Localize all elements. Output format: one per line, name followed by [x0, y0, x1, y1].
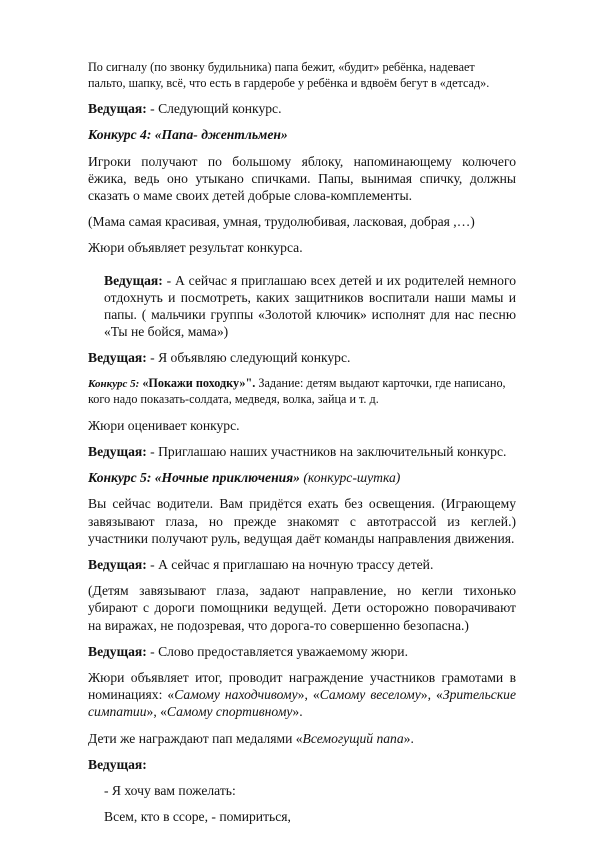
- paragraph-medals: [88, 730, 516, 747]
- paragraph-jury-evaluates: Жюри оценивает конкурс.: [88, 417, 240, 433]
- paragraph-intro: [88, 60, 516, 91]
- host-text: - Слово предоставляется уважаемому жюри.: [146, 643, 408, 659]
- host-label: Ведущая:: [88, 444, 147, 460]
- contest-night-note: (конкурс-шутка): [299, 470, 401, 486]
- host-text: - А сейчас я приглашаю всех детей и их родителей немного отдохнуть и посмотреть, каких защитников воспитали наши мамы и папы. ( мальчики группы «Золотой ключик» исполнят для нас песню «Ты не бойся, мама»): [104, 272, 516, 340]
- paragraph-mama-words: (Мама самая красивая, умная, трудолюбивая, ласковая, добрая ,…): [88, 214, 475, 230]
- nomination-resourceful: Самому находчивому: [174, 687, 298, 703]
- nomination-sporty: Самому спортивному: [166, 704, 293, 720]
- contest-5-night-title: [88, 469, 516, 486]
- paragraph-host-invite: [88, 272, 516, 341]
- awards-end: ».: [292, 704, 303, 720]
- paragraph-wish-line-1: Всем, кто в ссоре, - помириться,: [104, 809, 291, 825]
- medal-name: Всемогущий папа: [302, 730, 404, 746]
- host-text: - Я объявляю следующий конкурс.: [146, 350, 351, 366]
- host-text: - Следующий конкурс.: [146, 101, 282, 117]
- awards-sep: », «: [146, 704, 167, 720]
- host-label: Ведущая:: [88, 643, 147, 659]
- paragraph-host-next: [88, 100, 516, 117]
- contest-5-label: Конкурс 5:: [88, 377, 140, 390]
- intro-line-2: пальто, шапку, всё, что есть в гардеробе у ребёнка и вдвоём бегут в «детсад».: [88, 75, 490, 90]
- host-label: Ведущая:: [88, 101, 147, 117]
- paragraph-host-jury-word: [88, 643, 516, 660]
- paragraph-host-final: [88, 443, 516, 460]
- medals-end: ».: [403, 730, 414, 746]
- paragraph-host-announce: [88, 349, 516, 366]
- medals-text: Дети же награждают пап медалями «: [88, 730, 303, 746]
- paragraph-drivers: Вы сейчас водители. Вам придётся ехать без освещения. (Играющему завязывают глаза, но прежде знакомят с автотрассой из кеглей.) участники получают руль, ведущая даёт команды направления движения.: [88, 496, 516, 546]
- paragraph-contest-5-walk: [88, 376, 516, 408]
- contest-5-title: «Покажи походку»".: [139, 375, 256, 390]
- nomination-cheerful: Самому веселому: [319, 687, 421, 703]
- host-text: - Приглашаю наших участников на заключительный конкурс.: [146, 444, 507, 460]
- paragraph-wish: - Я хочу вам пожелать:: [104, 783, 236, 799]
- contest-night-label: Конкурс 5: «Ночные приключения»: [88, 470, 300, 486]
- host-label-final: Ведущая:: [88, 756, 147, 772]
- contest-4-title: Конкурс 4: «Папа- джентльмен»: [88, 127, 288, 143]
- host-text: - А сейчас я приглашаю на ночную трассу детей.: [146, 557, 434, 573]
- awards-sep: », «: [420, 687, 443, 703]
- paragraph-blindfold: (Детям завязывают глаза, задают направление, но кегли тихонько убирают с дороги помощники ведущей. Дети осторожно поворачивают на виражах, не подозревая, что дорога-то совершенно безопасна.): [88, 583, 516, 633]
- contest-5-task: Задание: детям выдают карточки, где написано, кого надо показать-солдата, медведя, волка, зайца и т. д.: [88, 375, 506, 407]
- paragraph-host-night-track: [88, 556, 516, 573]
- host-label: Ведущая:: [104, 272, 163, 288]
- awards-sep: », «: [297, 687, 320, 703]
- paragraph-awards: [88, 669, 516, 721]
- host-label: Ведущая:: [88, 350, 147, 366]
- host-label: Ведущая:: [88, 557, 147, 573]
- intro-line-1: По сигналу (по звонку будильника) папа бежит, «будит» ребёнка, надевает: [88, 60, 475, 74]
- paragraph-jury-result: Жюри объявляет результат конкурса.: [88, 240, 303, 256]
- paragraph-contest-4-desc: Игроки получают по большому яблоку, напоминающему колючего ёжика, ведь оно утыкано спичками. Папы, вынимая спичку, должны сказать о маме своих детей добрые слова-комплементы.: [88, 153, 516, 203]
- awards-text: Жюри объявляет итог, проводит награждение участников грамотами в номинациях: «: [88, 670, 516, 703]
- document-page: [88, 60, 516, 825]
- nomination-audience: Зрительские симпатии: [88, 687, 517, 720]
